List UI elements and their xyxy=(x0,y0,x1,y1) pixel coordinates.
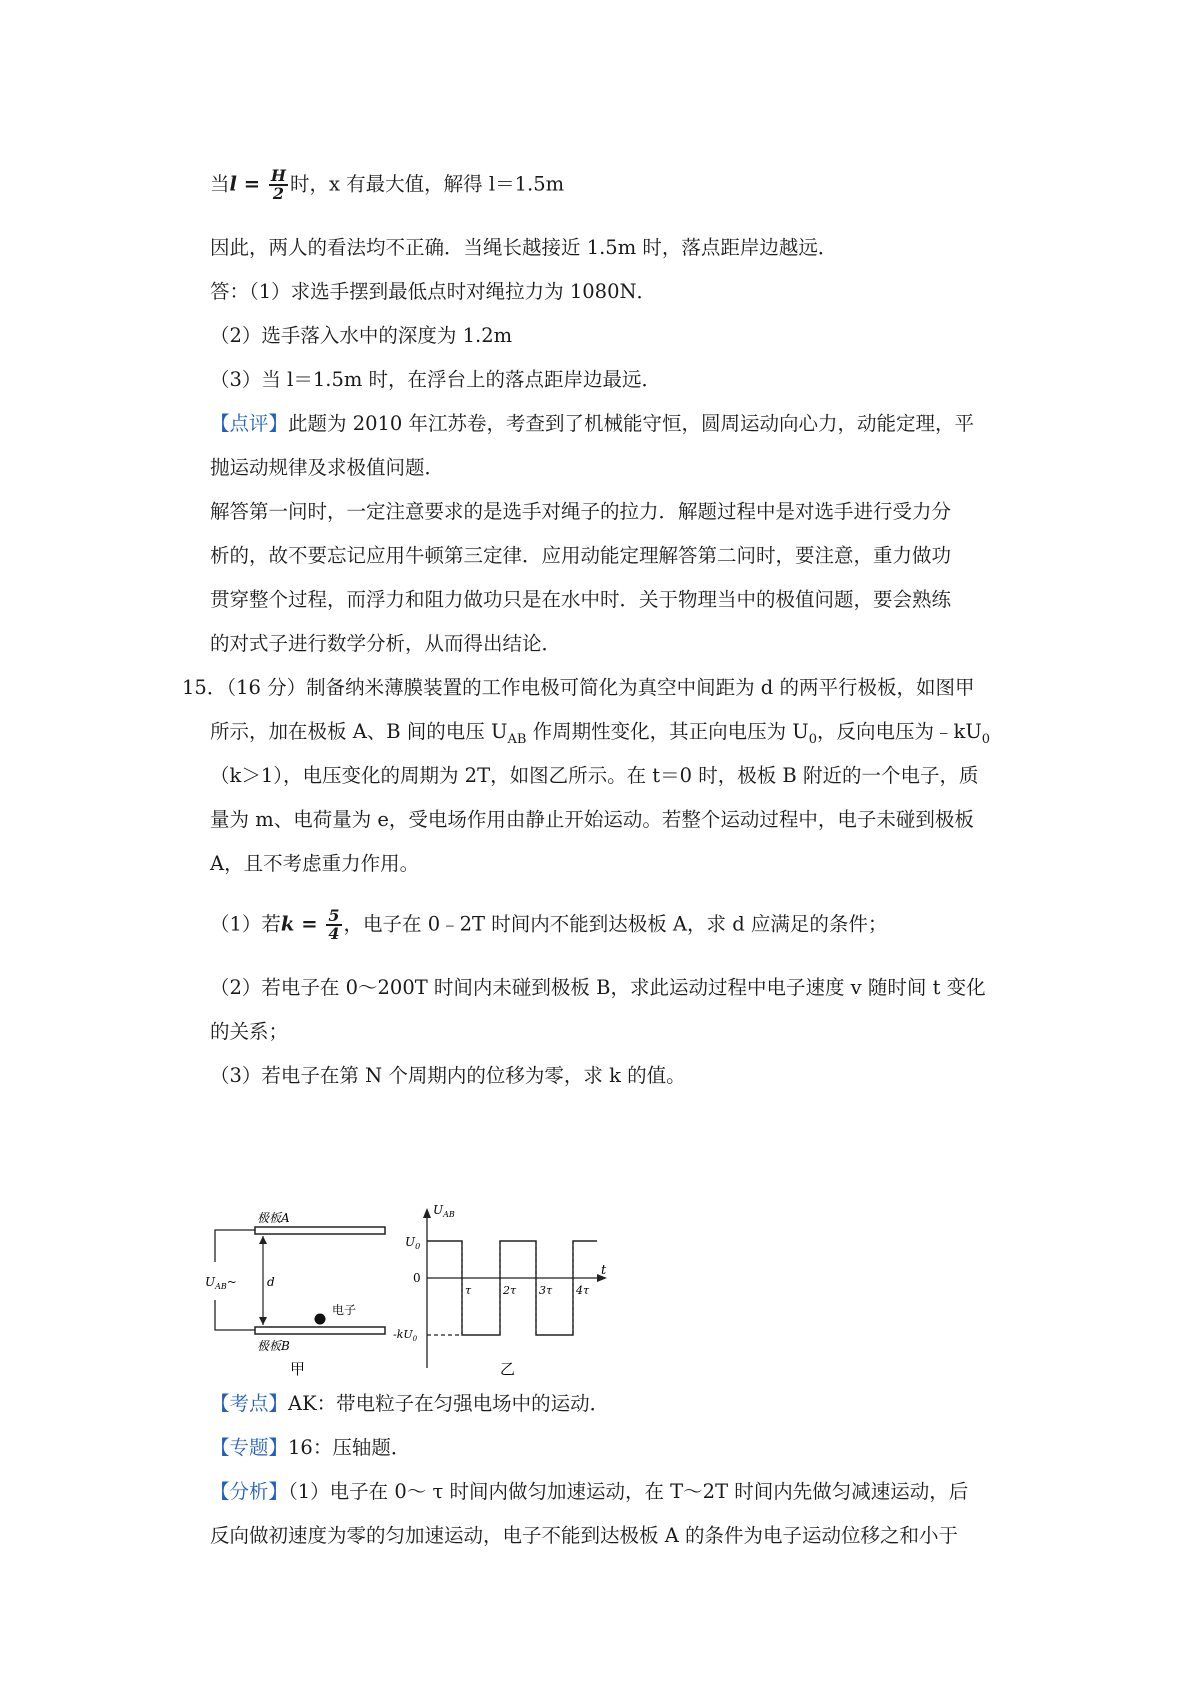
figure-plates-and-voltage xyxy=(205,1200,665,1380)
line-explain-4: 的对式子进行数学分析，从而得出结论． xyxy=(210,632,562,655)
label-neg-ku0: $-kU_0$ xyxy=(393,1328,418,1343)
label-axis-u: $U_{AB}$ xyxy=(433,1203,455,1219)
line-explain-1: 解答第一问时，一定注意要求的是选手对绳子的拉力．解题过程中是对选手进行受力分 xyxy=(210,500,952,523)
line-explain-2: 析的，故不要忘记应用牛顿第三定律．应用动能定理解答第二问时，要注意，重力做功 xyxy=(210,544,952,567)
figure-svg xyxy=(205,1200,665,1380)
label-zero: 0 xyxy=(413,1271,421,1285)
label-electron: 电子 xyxy=(332,1303,357,1317)
label-d: d xyxy=(267,1275,275,1289)
question-15-line-4: 量为 m、电荷量为 e，受电场作用由静止开始运动。若整个运动过程中，电子未碰到极板 xyxy=(210,808,974,831)
figure-yi xyxy=(393,1203,607,1378)
line-fenxi-cont: 反向做初速度为零的匀加速运动，电子不能到达极板 A 的条件为电子运动位移之和小于 xyxy=(210,1524,958,1547)
line-comment-cont: 抛运动规律及求极值问题． xyxy=(210,456,445,479)
sub-question-3: （3）若电子在第 N 个周期内的位移为零，求 k 的值。 xyxy=(210,1064,686,1087)
var-l: l xyxy=(229,172,237,196)
fraction-h-over-2: $\frac{H}{2}$ xyxy=(270,166,286,203)
fraction-5-over-4: $\frac{5}{4}$ xyxy=(328,906,340,943)
label-plate-a: 极板A xyxy=(257,1211,290,1225)
line-answer-3: （3）当 l＝1.5m 时，在浮台上的落点距岸边最远． xyxy=(210,368,662,391)
label-tau3: 3τ xyxy=(539,1284,553,1297)
label-uab-source: $U_{AB}\sim$ xyxy=(205,1275,237,1291)
question-15-line-1: 15．（16 分）制备纳米薄膜装置的工作电极可简化为真空中间距为 d 的两平行极板，如图甲 xyxy=(182,676,975,699)
electron-dot xyxy=(315,1314,326,1325)
line-answer-1: 答：（1）求选手摆到最低点时对绳拉力为 1080N． xyxy=(210,280,657,303)
line-zhuanti: 【专题】16：压轴题． xyxy=(210,1436,411,1459)
label-plate-b: 极板B xyxy=(257,1339,290,1353)
question-15-line-2: 所示，加在极板 A、B 间的电压 $U_{AB}$ 作周期性变化，其正向电压为 $U_0$，反向电压为$﹣kU_0$ xyxy=(210,720,991,747)
var-k: k xyxy=(280,912,295,936)
label-tau1: τ xyxy=(465,1284,472,1297)
line-fenxi: 【分析】（1）电子在 0～ τ 时间内做匀加速运动，在 T～2T 时间内先做匀减速运动，后 xyxy=(210,1480,969,1503)
sub-question-2-cont: 的关系； xyxy=(210,1020,289,1043)
line-explain-3: 贯穿整个过程，而浮力和阻力做功只是在水中时．关于物理当中的极值问题，要会熟练 xyxy=(210,588,952,611)
sub-question-1: （1）若k = $\frac{5}{4}$ ，电子在 0﹣2T 时间内不能到达极板 A，求 d 应满足的条件； xyxy=(210,906,888,943)
comment-tag: 【点评】 xyxy=(210,412,289,435)
zhuanti-tag: 【专题】 xyxy=(210,1436,289,1459)
question-number: 15． xyxy=(182,676,227,699)
arrow-head-up xyxy=(259,1236,267,1244)
label-jia: 甲 xyxy=(290,1360,306,1378)
plate-a xyxy=(255,1227,385,1234)
arrow-head-down xyxy=(259,1317,267,1325)
u-axis-arrow xyxy=(423,1208,431,1218)
label-u0: $U_0$ xyxy=(405,1235,421,1251)
kaodian-tag: 【考点】 xyxy=(210,1392,289,1415)
sub-question-2: （2）若电子在 0～200T 时间内未碰到极板 B，求此运动过程中电子速度 v 随时间 t 变化 xyxy=(210,976,986,999)
label-tau2: 2τ xyxy=(503,1284,517,1297)
figure-jia xyxy=(205,1211,385,1378)
label-yi: 乙 xyxy=(500,1360,516,1378)
line-comment: 【点评】此题为 2010 年江苏卷，考查到了机械能守恒，圆周运动向心力，动能定理，平 xyxy=(210,412,975,435)
line-conclusion: 因此，两人的看法均不正确．当绳长越接近 1.5m 时，落点距岸边越远． xyxy=(210,236,838,259)
line-kaodian: 【考点】AK：带电粒子在匀强电场中的运动． xyxy=(210,1392,610,1415)
plate-b xyxy=(255,1327,385,1334)
question-15-line-3: （k＞1），电压变化的周期为 2T，如图乙所示。在 t＝0 时，极板 B 附近的一个电子，质 xyxy=(210,764,979,787)
line-answer-2: （2）选手落入水中的深度为 1.2m xyxy=(210,324,513,347)
wire-top xyxy=(215,1230,255,1262)
label-tau4: 4τ xyxy=(576,1284,590,1297)
fenxi-tag: 【分析】 xyxy=(210,1480,289,1503)
question-15-line-5: A，且不考虑重力作用。 xyxy=(210,852,420,875)
line-max-condition: 当l = $\frac{H}{2}$ 时，x 有最大值，解得 l＝1.5m xyxy=(210,166,565,203)
label-t: t xyxy=(601,1263,607,1278)
wire-bottom xyxy=(215,1300,255,1330)
